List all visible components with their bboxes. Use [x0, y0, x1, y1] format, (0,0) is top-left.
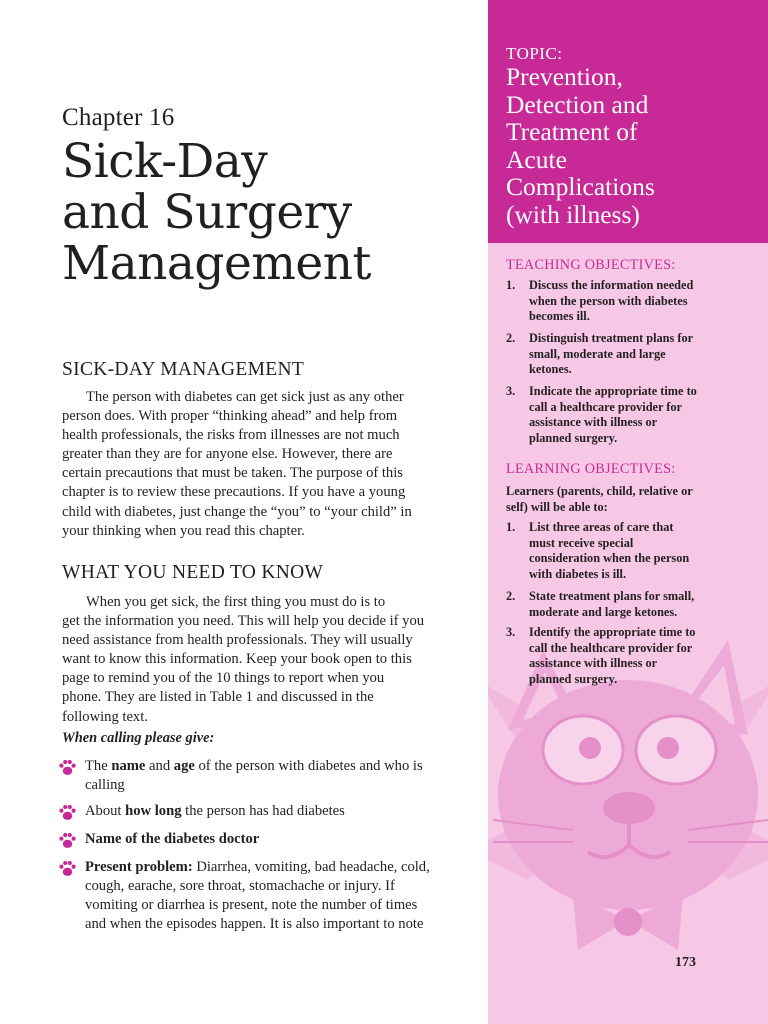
text-line: Indicate the appropriate time to: [529, 384, 697, 398]
page-number: 173: [675, 955, 696, 970]
text-line: assistance with illness or: [529, 415, 658, 430]
sidebar: [488, 0, 768, 1024]
text-line: must receive special: [529, 535, 634, 550]
text-line: About how long the person has had diabetes: [85, 803, 345, 819]
teaching-objectives-heading: TEACHING OBJECTIVES:: [506, 257, 676, 273]
text-line: person does. With proper “thinking ahead” and help from: [62, 408, 398, 425]
text-line: self) will be able to:: [506, 499, 608, 514]
text-line: Learners (parents, child, relative or: [506, 484, 693, 498]
bullet-text: [62, 830, 467, 849]
text-line: becomes ill.: [529, 309, 590, 324]
text-line: certain precautions that must be taken. The purpose of this: [62, 465, 403, 482]
objective-item: [506, 384, 746, 446]
chapter-title-line: and Surgery: [62, 185, 352, 240]
text-line: vomiting or diarrhea is present, note the number of times: [85, 897, 418, 914]
section-heading-sick-day: SICK-DAY MANAGEMENT: [62, 359, 305, 380]
objective-text: [506, 520, 746, 582]
objective-text: [506, 589, 746, 620]
bold-text: Present problem:: [85, 859, 193, 875]
text-line: Distinguish treatment plans for: [529, 331, 694, 345]
objective-item: [506, 331, 746, 378]
objective-text: [506, 331, 746, 378]
text-line: planned surgery.: [529, 671, 618, 686]
topic-title-line: (with illness): [506, 199, 640, 229]
paw-print-icon: [58, 859, 77, 878]
topic-title-line: Prevention,: [506, 62, 623, 91]
bullet-text: [62, 858, 467, 934]
objective-item: [506, 278, 746, 325]
text-line: List three areas of care that: [529, 520, 674, 534]
text-line: State treatment plans for small,: [529, 589, 695, 603]
text-line: Identify the appropriate time to: [529, 625, 696, 639]
objective-item: [506, 589, 746, 620]
text-line: [85, 830, 467, 849]
text-line: chapter is to review these precautions. If you have a young: [62, 484, 406, 501]
chapter-title-line: Management: [62, 236, 371, 291]
objective-number: 3.: [506, 384, 516, 398]
text-line: assistance with illness or: [529, 656, 658, 671]
text-line: The name and age of the person with diabetes and who is: [85, 758, 423, 774]
chapter-title-line: Sick-Day: [62, 134, 268, 189]
text-line: when the person with diabetes: [529, 293, 688, 308]
text-line: want to know this information. Keep your book open to this: [62, 651, 412, 668]
paw-print-icon: [58, 803, 77, 822]
paw-print-icon: [58, 758, 77, 777]
text-line: need assistance from health professionals. They will usually: [62, 632, 413, 649]
bold-text: Name of the diabetes doctor: [85, 831, 260, 847]
objective-item: [506, 520, 746, 582]
objective-number: 2.: [506, 589, 516, 603]
text-line: moderate and large ketones.: [529, 604, 678, 619]
paragraph-sick-day: [62, 388, 462, 541]
topic-box: [488, 0, 768, 243]
bullet-item: [62, 757, 467, 795]
text-line: small, moderate and large: [529, 346, 666, 361]
topic-title-line: Complications: [506, 172, 655, 202]
bold-text: age: [173, 758, 195, 774]
text-line: Present problem: Diarrhea, vomiting, bad headache, cold,: [85, 859, 430, 875]
learners-intro: [506, 484, 693, 515]
chapter-title: [62, 136, 482, 289]
text-line: The person with diabetes can get sick just as any other: [86, 389, 404, 405]
learning-objectives-heading: LEARNING OBJECTIVES:: [506, 461, 676, 477]
text-line: cough, earache, sore throat, stomachache or injury. If: [85, 878, 395, 895]
objective-number: 1.: [506, 520, 516, 534]
text-line: ketones.: [529, 362, 572, 377]
objective-number: 2.: [506, 331, 516, 345]
bold-text: how long: [125, 803, 182, 819]
text-line: your thinking when you read this chapter.: [62, 522, 305, 539]
bullet-item: [62, 858, 467, 934]
text-line: and when the episodes happen. It is also important to note: [85, 916, 424, 933]
text-line: planned surgery.: [529, 430, 618, 445]
text-line: phone. They are listed in Table 1 and discussed in the: [62, 689, 374, 706]
objective-text: [506, 625, 746, 687]
section-heading-need-to-know: WHAT YOU NEED TO KNOW: [62, 562, 324, 583]
bullet-item: [62, 802, 467, 821]
topic-title-line: Acute: [506, 144, 567, 174]
text-line: Discuss the information needed: [529, 278, 694, 292]
text-line: greater than they are for anyone else. However, there are: [62, 446, 393, 463]
bullet-text: [62, 757, 467, 795]
objective-text: [506, 278, 746, 325]
objective-item: [506, 625, 746, 687]
text-line: call the healthcare provider for: [529, 640, 693, 655]
text-line: following text.: [62, 708, 148, 725]
topic-title-line: Treatment of: [506, 117, 638, 147]
bullet-item: [62, 830, 467, 849]
topic-label: TOPIC:: [506, 44, 563, 63]
text-line: get the information you need. This will help you decide if you: [62, 613, 425, 630]
text-line: child with diabetes, just change the “you” to “your child” in: [62, 503, 412, 520]
paw-print-icon: [58, 831, 77, 850]
text-line: with diabetes is ill.: [529, 566, 627, 581]
objective-number: 1.: [506, 278, 516, 292]
objective-number: 3.: [506, 625, 516, 639]
text-line: page to remind you of the 10 things to report when you: [62, 670, 385, 687]
bullet-text: [62, 802, 467, 821]
text-line: calling: [85, 777, 125, 794]
text-line: When you get sick, the first thing you must do is to: [86, 594, 386, 610]
text-line: health professionals, the risks from illnesses are not much: [62, 427, 400, 444]
objective-text: [506, 384, 746, 446]
paragraph-need-to-know: [62, 593, 462, 727]
topic-title-line: Detection and: [506, 89, 649, 119]
topic-title: [506, 63, 655, 229]
calling-label: When calling please give:: [62, 730, 215, 746]
bold-text: name: [111, 758, 146, 774]
chapter-label: Chapter 16: [62, 104, 175, 131]
text-line: consideration when the person: [529, 551, 690, 566]
text-line: call a healthcare provider for: [529, 399, 683, 414]
